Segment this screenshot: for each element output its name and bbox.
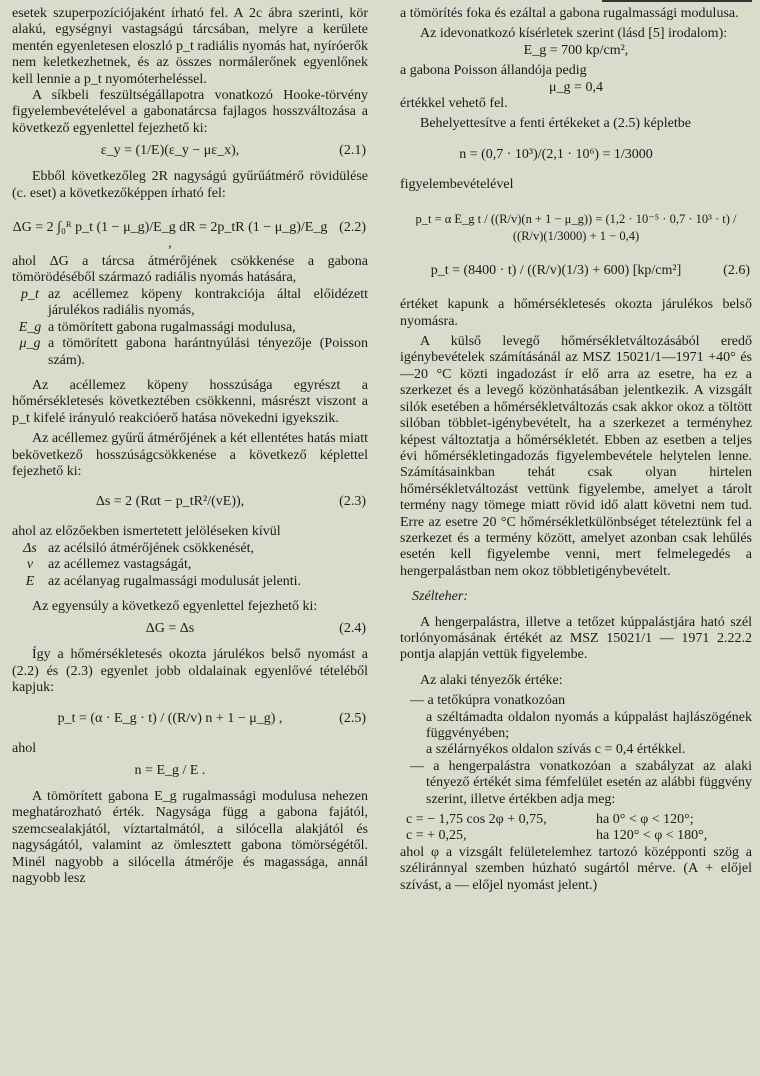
paragraph: A síkbeli feszültségállapotra vonatkozó Hooke-törvény figyelembevételével a gabonatárcsa fajlagos hosszváltozása a következő egyenlettel fejezhető ki: [12, 88, 368, 136]
definition-v: v az acéllemez vastagságát, [26, 557, 192, 573]
equation-eg: E_g = 700 kp/cm², [523, 42, 629, 58]
equation-formula: p_t = α E_g t / ((R/v)(n + 1 − μ_g)) = (1,2 · 10⁻⁵ · 0,7 · 10³ · t) / ((R/v)(1/3000) + 1 − 0,4) [415, 212, 737, 243]
equation-mu: μ_g = 0,4 [549, 79, 603, 95]
equation-pt [400, 193, 752, 245]
equation-formula: n = (0,7 · 10³)/(2,1 · 10⁶) = 1/3000 [459, 146, 653, 162]
paragraph: értéket kapunk a hőmérsékletesés okozta járulékos belső nyomásra. [400, 297, 752, 329]
equation-formula: Δs = 2 (Rαt − p_tR²/(vE)), [95, 494, 245, 510]
equation-2-2 [12, 202, 368, 254]
equation-2-1 [12, 137, 368, 165]
equation-number: (2.5) [339, 710, 366, 726]
equation-2-5 [12, 697, 368, 741]
paragraph: esetek szuperpozíciójaként írható fel. A 2c ábra szerinti, kör alakú, egységnyi vastagságú tárcsában, melyre a kerülete mentén egyenletesen eloszló p_t radiális nyomás hat, nyíróerők nem keletkezhetnek, és az összes normálerőnek egyenlőnek kell lennie a p_t nyomóterheléssel. [12, 6, 368, 87]
equation-formula: ΔG = Δs [145, 621, 195, 637]
definition-eg: E_g a tömörített gabona rugalmassági modulusa, [18, 319, 296, 335]
left-column [12, 6, 368, 887]
paragraph: figyelembevételével [400, 176, 514, 192]
definition-pt: p_t az acéllemez köpeny kontrakciója által előidézett járulékos radiális nyomás, [21, 286, 368, 319]
equation-formula: n = E_g / E . [134, 763, 206, 778]
section-heading: Szélteher: [412, 589, 468, 605]
definition-e: E az acélanyag rugalmassági modulusát jelenti. [25, 573, 302, 589]
condition-row: c = − 1,75 cos 2φ + 0,75, ha 0° < φ < 120°; [406, 812, 694, 828]
equation-n-value [400, 133, 752, 177]
paragraph: Az idevonatkozó kísérletek szerint (lásd [5] irodalom): [420, 26, 728, 42]
paragraph: értékkel vehető fel. [400, 96, 508, 112]
equation-2-4 [12, 615, 368, 643]
list-item: — a tetőkúpra vonatkozóan [410, 693, 566, 709]
paragraph: Ebből következőleg 2R nagyságú gyűrűátmérő rövidülése (c. eset) a következőképpen írható fel: [12, 169, 368, 201]
equation-number: (2.6) [723, 263, 750, 279]
equation-formula: p_t = (8400 · t) / ((R/v)(1/3) + 600) [kp/cm²] [430, 263, 682, 279]
equation-2-3 [12, 480, 368, 524]
paragraph: A külső levegő hőmérsékletváltozásából eredő igénybevételek számításánál az MSZ 15021/1—1971 +40° és —20 °C közti ingadozást ír elő arra az esetre, ha ez a szerkezet és a levegő közönhatásában jelentkezik. A vizsgált silók esetében a hőmérsékletváltozás csak akkor okoz a töltött silóban többlet-igénybevételt, ha a szerkezet a terményhez képest változtatja a hőmérsékletét. Ebben az esetben a teljes évi hőmérsékletingadozás figyelembevétele helytelen lenne. Számításainkban tehát csak olyan hirtelen hőmérsékletváltozást vettünk figyelembe, amelyet a tárolt termény nagy tömege miatt rövid idő alatt követni nem tud. Erre az esetre 20 °C hőmérsékletkülönbséget tételeztünk fel a szerkezet és a termény között, amelyet azonban csak lehűlés esetén kell figyelembe venni, mert felmelegedés a hengerpalástban nem okoz többletigénybevételt. [400, 334, 752, 579]
paragraph: ahol az előzőekben ismertetett jelöléseken kívül [12, 524, 281, 540]
paragraph: Így a hőmérsékletesés okozta járulékos belső nyomást a (2.2) és (2.3) egyenlet jobb oldalainak egyenlővé tételéből kapjuk: [12, 647, 368, 696]
paragraph: ahol ΔG a tárcsa átmérőjének csökkenése a gabona tömörödéséből származó radiális nyomás hatására, [12, 254, 368, 286]
paragraph: Az egyensúly a következő egyenlettel fejezhető ki: [32, 598, 318, 614]
right-column [400, 6, 752, 894]
equation-n [12, 757, 368, 785]
equation-formula: ε_y = (1/E)(ε_y − με_x), [100, 143, 240, 159]
paragraph: Az alaki tényezők értéke: [420, 672, 563, 688]
equation-formula: ΔG = 2 ∫₀ᴿ p_t (1 − μ_g)/E_g dR = 2p_tR (1 − μ_g)/E_g , [12, 220, 328, 252]
definition-ds: Δs az acélsiló átmérőjének csökkenését, [23, 540, 255, 556]
paragraph: a tömörítés foka és ezáltal a gabona rugalmassági modulusa. [400, 6, 739, 21]
top-rule [602, 0, 752, 2]
definition-mug: μ_g a tömörített gabona harántnyúlási tényezője (Poisson szám). [19, 336, 368, 368]
equation-number: (2.3) [339, 494, 366, 510]
paragraph: ahol φ a vizsgált felületelemhez tartozó középponti szög a széliránnyal szemben húzható sugártól mérve. (A + előjel szívást, a — előjel nyomást jelent.) [400, 844, 752, 893]
equation-number: (2.2) [339, 220, 366, 236]
paragraph: A hengerpalástra, illetve a tetőzet kúppalástjára ható szél torlónyomásának értékét az MSZ 15021/1 — 1971 2.22.2 pontja alapján vettük figyelembe. [400, 614, 752, 663]
paragraph: Az acéllemez köpeny hosszúsága egyrészt a hőmérsékletesés következtében csökkenni, másrészt viszont a p_t kifelé irányuló reakcióerő hatása növekedni igyekszik. [12, 377, 368, 426]
paragraph: Az acéllemez gyűrű átmérőjének a két ellentétes hatás miatt bekövetkező hosszúságcsökkenése a következő képlettel fejezhető ki: [12, 431, 368, 479]
list-item: — a hengerpalástra vonatkozóan a szabályzat az alaki tényező értékét sima fémfelület esetén az alábbi függvény szerint, illetve értékben adja meg: [410, 758, 752, 807]
equation-number: (2.1) [339, 143, 366, 159]
paragraph: Behelyettesítve a fenti értékeket a (2.5) képletbe [420, 116, 691, 132]
list-subitem: a széltámadta oldalon nyomás a kúppalást hajlászögének függvényében; [426, 709, 752, 741]
paragraph: ahol [12, 740, 37, 756]
equation-number: (2.4) [339, 621, 366, 637]
paragraph: A tömörített gabona E_g rugalmassági modulusa nehezen meghatározható érték. Nagysága függ a gabona fajától, szemcsealakjától, víztartalmától, a silócella alakjától és nagyságától, valamint az ömlesztett gabona tömörségétől. Minél nagyobb a silócella átmérője és magassága, annál nagyobb lesz [12, 789, 368, 887]
list-subitem: a szélárnyékos oldalon szívás c = 0,4 értékkel. [426, 742, 686, 758]
equation-formula: p_t = (α · E_g · t) / ((R/v) n + 1 − μ_g) , [57, 710, 283, 726]
condition-row: c = + 0,25, ha 120° < φ < 180°, [406, 828, 708, 844]
paragraph: a gabona Poisson állandója pedig [400, 63, 587, 79]
equation-2-6 [400, 245, 752, 297]
